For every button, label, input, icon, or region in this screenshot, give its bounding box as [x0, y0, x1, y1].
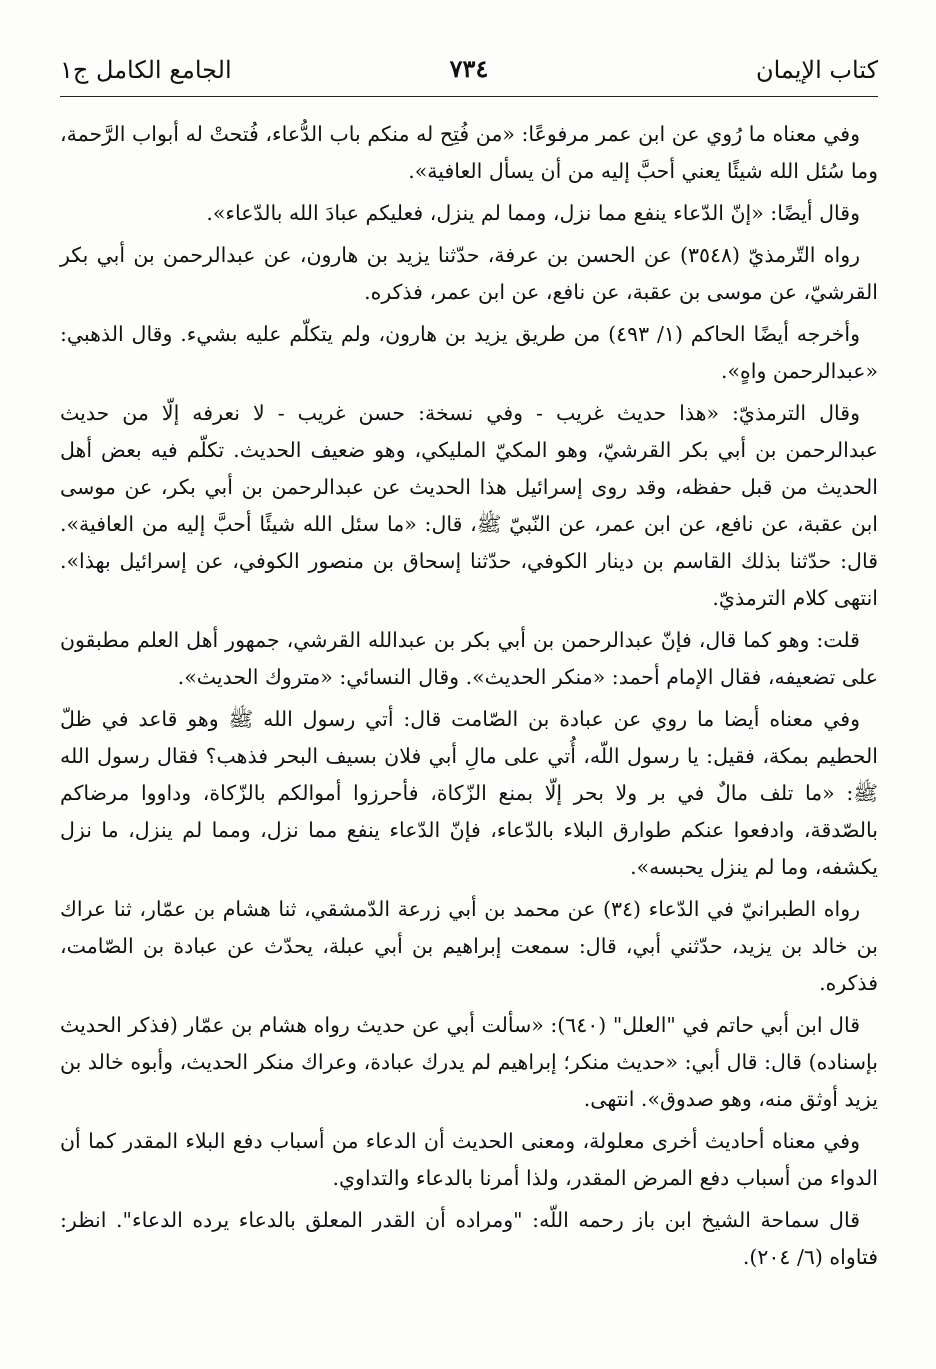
collection-title: الجامع الكامل ج١	[60, 56, 232, 84]
paragraph-6: قلت: وهو كما قال، فإنّ عبدالرحمن بن أبي بكر بن عبدالله القرشي، جمهور أهل العلم مطبقون على تضعيفه، فقال الإمام أحمد: «منكر الحديث». وقال النسائي: «متروك الحديث».	[60, 628, 878, 689]
paragraph-11: قال سماحة الشيخ ابن باز رحمه اللّه: "ومراده أن القدر المعلق بالدعاء يرده الدعاء". انظر: فتاواه (٦/ ٢٠٤).	[60, 1208, 878, 1269]
paragraph-2: وقال أيضًا: «إنّ الدّعاء ينفع مما نزل، ومما لم ينزل، فعليكم عبادَ الله بالدّعاء».	[206, 201, 860, 225]
paragraph-4: وأخرجه أيضًا الحاكم (١/ ٤٩٣) من طريق يزيد بن هارون، ولم يتكلّم عليه بشيء. وقال الذهبي: «عبدالرحمن واهٍ».	[60, 322, 878, 383]
book-title: كتاب الإيمان	[755, 56, 878, 84]
paragraph-5: وقال الترمذيّ: «هذا حديث غريب - وفي نسخة: حسن غريب - لا نعرفه إلّا من حديث عبدالرحمن بن أبي بكر القرشيّ، وهو المكيّ المليكي، وهو ضعيف الحديث. تكلّم فيه بعض أهل الحديث من قبل حفظه، وقد روى إسرائيل هذا الحديث عن عبدالرحمن بن أبي بكر، عن موسى ابن عقبة، عن نافع، عن ابن عمر، عن النّبيّ ﷺ، قال: «ما سئل الله شيئًا أحبَّ إليه من العافية». قال: حدّثنا بذلك القاسم بن دينار الكوفي، حدّثنا إسحاق بن منصور الكوفي، عن إسرائيل بهذا». انتهى كلام الترمذيّ.	[60, 401, 878, 610]
paragraph-8: رواه الطبرانيّ في الدّعاء (٣٤) عن محمد بن أبي زرعة الدّمشقي، ثنا هشام بن عمّار، ثنا عراك بن خالد بن يزيد، حدّثني أبي، قال: سمعت إبراهيم بن أبي عبلة، يحدّث عن عبادة بن الصّامت، فذكره.	[60, 897, 878, 995]
paragraph-10: وفي معناه أحاديث أخرى معلولة، ومعنى الحديث أن الدعاء من أسباب دفع البلاء المقدر كما أن الدواء من أسباب دفع المرض المقدر، ولذا أمرنا بالدعاء والتداوي.	[60, 1129, 878, 1190]
paragraph-9: قال ابن أبي حاتم في "العلل" (٦٤٠): «سألت أبي عن حديث رواه هشام بن عمّار (فذكر الحديث بإسناده) قال: قال أبي: «حديث منكر؛ إبراهيم لم يدرك عبادة، وعراك منكر الحديث، وأبوه خالد بن يزيد أوثق منه، وهو صدوق». انتهى.	[60, 1013, 878, 1111]
page-number: ٧٣٤	[449, 54, 489, 83]
paragraph-1: وفي معناه ما رُوي عن ابن عمر مرفوعًا: «من فُتِح له منكم باب الدُّعاء، فُتحتْ له أبواب الرَّحمة، وما سُئل الله شيئًا يعني أحبَّ إليه من أن يسأل العافية».	[60, 122, 878, 183]
header-rule	[60, 96, 878, 97]
paragraph-3: رواه التّرمذيّ (٣٥٤٨) عن الحسن بن عرفة، حدّثنا يزيد بن هارون، عن عبدالرحمن بن أبي بكر القرشيّ، عن موسى بن عقبة، عن نافع، عن ابن عمر، فذكره.	[60, 243, 878, 304]
paragraph-7: وفي معناه أيضا ما روي عن عبادة بن الصّامت قال: أتي رسول الله ﷺ وهو قاعد في ظلّ الحطيم بمكة، فقيل: يا رسول اللّه، أُتي على مالِ أبي فلان بسيف البحر فذهب؟ فقال رسول الله ﷺ: «ما تلف مالٌ في بر ولا بحر إلّا بمنع الزّكاة، فأحرزوا أموالكم بالزّكاة، وداووا مرضاكم بالصّدقة، وادفعوا عنكم طوارق البلاء بالدّعاء، فإنّ الدّعاء ينفع مما نزل، ومما لم ينزل، ما نزل يكشفه، وما لم ينزل يحبسه».	[60, 707, 878, 879]
page-body	[60, 116, 878, 1281]
running-header	[60, 50, 878, 94]
